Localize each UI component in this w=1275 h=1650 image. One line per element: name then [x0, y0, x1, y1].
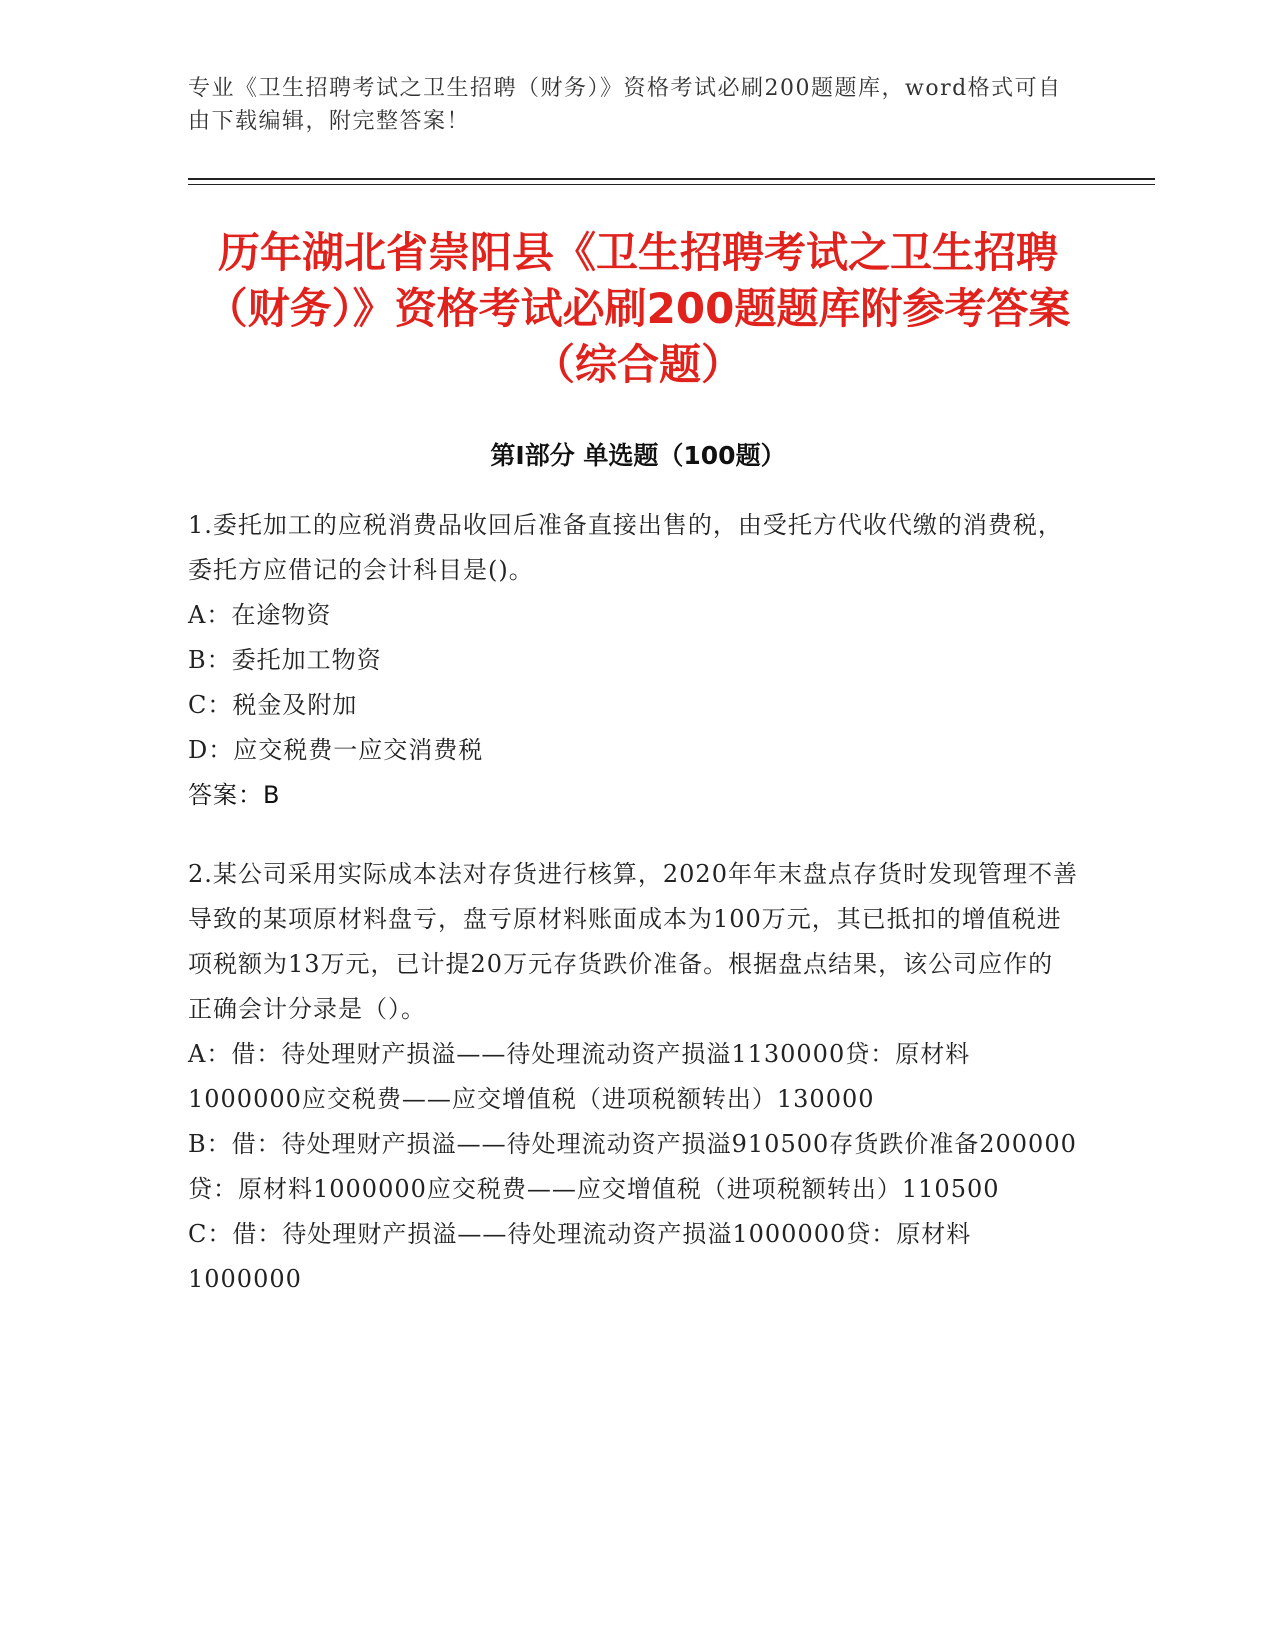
option-b: B：借：待处理财产损溢——待处理流动资产损溢910500存货跌价准备200000贷：原材料1000000应交税费——应交增值税（进项税额转出）110500 [188, 1130, 1077, 1203]
section-title: 第Ⅰ部分 单选题（100题） [490, 441, 786, 470]
option-b: B：委托加工物资 [188, 646, 382, 674]
question-stem: 2.某公司采用实际成本法对存货进行核算，2020年年末盘点存货时发现管理不善导致的某项原材料盘亏，盘亏原材料账面成本为100万元，其已抵扣的增值税进项税额为13万元，已计提20万元存货跌价准备。根据盘点结果，该公司应作的正确会计分录是（）。 [188, 860, 1078, 1023]
option-a: A：在途物资 [188, 601, 332, 629]
option-c: C：税金及附加 [188, 691, 358, 719]
question-stem: 1.委托加工的应税消费品收回后准备直接出售的，由受托方代收代缴的消费税，委托方应借记的会计科目是()。 [188, 511, 1063, 584]
document-title: 历年湖北省崇阳县《卫生招聘考试之卫生招聘（财务）》资格考试必刷200题题库附参考答案（综合题） [205, 228, 1071, 389]
option-a: A：借：待处理财产损溢——待处理流动资产损溢1130000贷：原材料1000000应交税费——应交增值税（进项税额转出）130000 [188, 1040, 971, 1113]
header-rule-thin [188, 184, 1155, 185]
answer: 答案：B [188, 781, 281, 809]
question-1 [188, 503, 1078, 818]
option-d: D：应交税费一应交消费税 [188, 736, 484, 764]
question-2 [188, 852, 1078, 1302]
header-note: 专业《卫生招聘考试之卫生招聘（财务）》资格考试必刷200题题库，word格式可自由下载编辑，附完整答案！ [188, 76, 1062, 134]
header-rule-thick [188, 178, 1155, 180]
option-c: C：借：待处理财产损溢——待处理流动资产损溢1000000贷：原材料1000000 [188, 1220, 972, 1293]
